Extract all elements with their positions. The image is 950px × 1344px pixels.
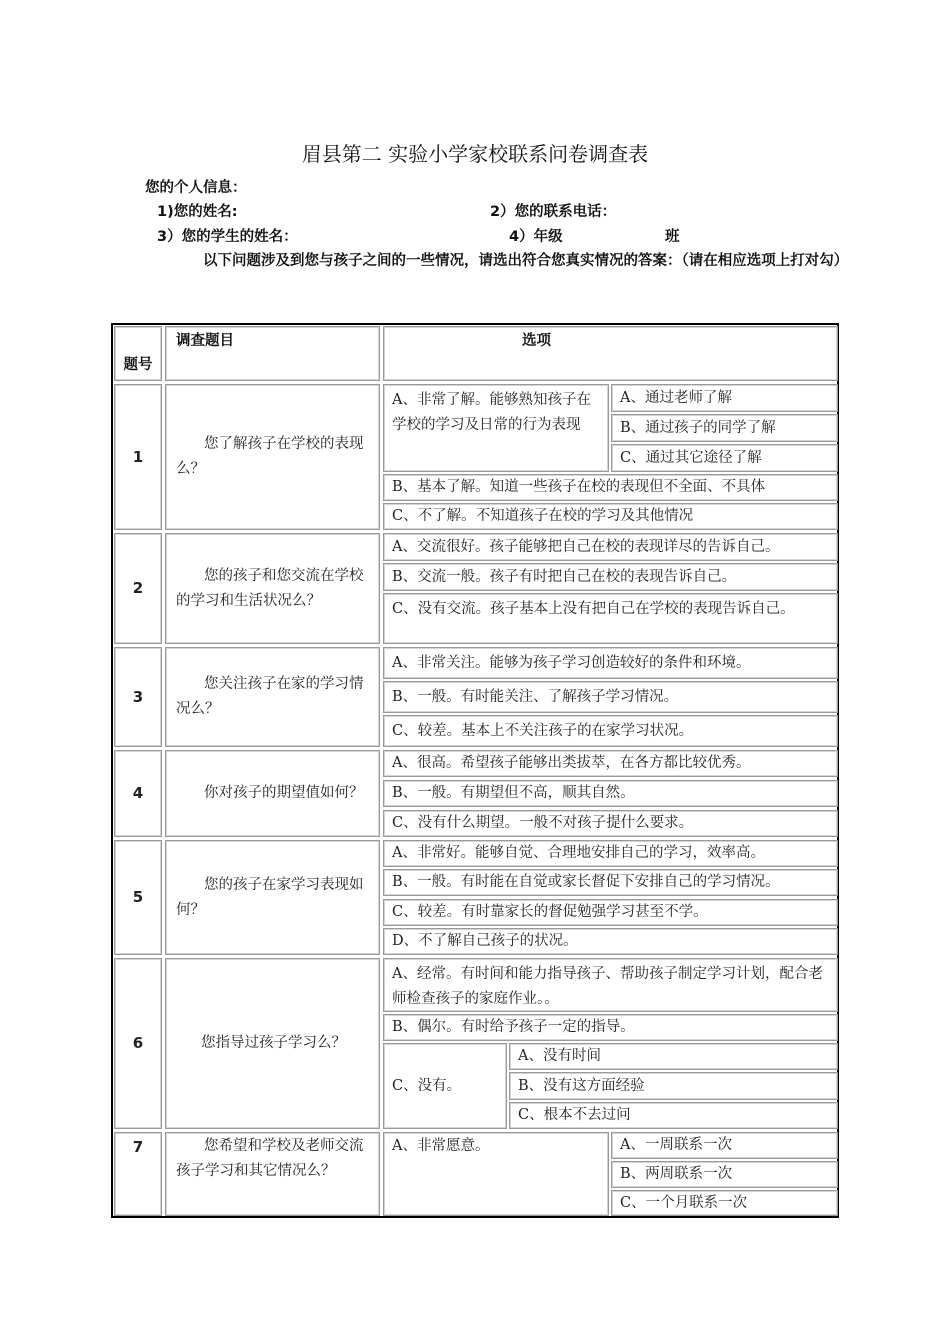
q2-question	[165, 533, 380, 644]
q5-option-a[interactable]: A、非常好。能够自觉、合理地安排自己的学习，效率高。	[383, 840, 838, 867]
q6-option-c[interactable]: C、没有。	[383, 1043, 507, 1129]
q3-option-b[interactable]: B、一般。有时能关注、了解孩子学习情况。	[383, 681, 838, 713]
q7-question	[165, 1132, 380, 1216]
header-question-text: 调查题目	[176, 333, 234, 349]
q4-option-a[interactable]: A、很高。希望孩子能够出类拔萃，在各方都比较优秀。	[383, 750, 838, 777]
q6-option-c-sub-c[interactable]: C、根本不去过问	[509, 1102, 838, 1129]
q5-option-d[interactable]: D、不了解自己孩子的状况。	[383, 928, 838, 955]
q7-option-a-sub-a[interactable]: A、一周联系一次	[611, 1132, 838, 1159]
q4-option-c[interactable]: C、没有什么期望。一般不对孩子提什么要求。	[383, 810, 838, 837]
q2-option-a[interactable]: A、交流很好。孩子能够把自己在校的表现详尽的告诉自己。	[383, 533, 838, 561]
q2-option-c[interactable]: C、没有交流。孩子基本上没有把自己在学校的表现告诉自己。	[383, 593, 838, 644]
q1-option-a-sub-a[interactable]: A、通过老师了解	[611, 384, 838, 412]
q7-number: 7	[114, 1132, 162, 1216]
q7-option-a[interactable]: A、非常愿意。	[383, 1132, 609, 1216]
q6-question	[165, 958, 380, 1129]
q5-question-text: 您的孩子在家学习表现如何？	[176, 876, 364, 918]
q6-question-text: 您指导过孩子学习么？	[201, 1035, 346, 1051]
q1-option-a-sub-b[interactable]: B、通过孩子的同学了解	[611, 414, 838, 442]
personal-info-heading: 您的个人信息：	[145, 180, 247, 196]
q1-option-b[interactable]: B、基本了解。知道一些孩子在校的表现但不全面、不具体	[383, 474, 838, 501]
header-options-text: 选项	[522, 333, 551, 349]
q1-question-text: 您了解孩子在学校的表现么？	[176, 436, 364, 477]
q1-option-a-sub-c[interactable]: C、通过其它途径了解	[611, 444, 838, 472]
q1-number: 1	[114, 384, 162, 530]
q6-option-c-sub-b[interactable]: B、没有这方面经验	[509, 1072, 838, 1100]
instructions: 以下问题涉及到您与孩子之间的一些情况，请选出符合您真实情况的答案：（请在相应选项上打对勾）	[203, 253, 849, 269]
q4-question-text: 你对孩子的期望值如何？	[204, 785, 364, 801]
q6-option-b[interactable]: B、偶尔。有时给予孩子一定的指导。	[383, 1014, 838, 1041]
q5-question	[165, 840, 380, 955]
q7-option-a-sub-b[interactable]: B、两周联系一次	[611, 1161, 838, 1188]
q6-number: 6	[114, 958, 162, 1129]
header-number-text: 题号	[123, 357, 153, 373]
q2-question-text: 您的孩子和您交流在学校的学习和生活状况么？	[176, 567, 364, 609]
q6-option-a[interactable]: A、经常。有时间和能力指导孩子、帮助孩子制定学习计划，配合老师检查孩子的家庭作业。。	[383, 958, 838, 1012]
q3-option-c[interactable]: C、较差。基本上不关注孩子的在家学习状况。	[383, 715, 838, 747]
survey-table	[111, 323, 839, 1218]
class-label: 班	[665, 229, 680, 245]
q1-option-c[interactable]: C、不了解。不知道孩子在校的学习及其他情况	[383, 503, 838, 530]
q4-option-b[interactable]: B、一般。有期望但不高，顺其自然。	[383, 780, 838, 807]
q7-option-a-sub-c[interactable]: C、一个月联系一次	[611, 1190, 838, 1216]
q2-option-b[interactable]: B、交流一般。孩子有时把自己在校的表现告诉自己。	[383, 563, 838, 591]
q5-option-b[interactable]: B、一般。有时能在自觉或家长督促下安排自己的学习情况。	[383, 869, 838, 896]
q3-option-a[interactable]: A、非常关注。能够为孩子学习创造较好的条件和环境。	[383, 647, 838, 679]
page-title: 眉县第二 实验小学家校联系问卷调查表	[301, 142, 649, 166]
q3-number: 3	[114, 647, 162, 747]
header-number	[114, 326, 162, 381]
header-question	[165, 326, 380, 381]
q5-option-c[interactable]: C、较差。有时靠家长的督促勉强学习甚至不学。	[383, 899, 838, 926]
q6-option-c-sub-a[interactable]: A、没有时间	[509, 1043, 838, 1070]
q7-question-text: 您希望和学校及老师交流孩子学习和其它情况么？	[176, 1138, 364, 1179]
parent-name-label: 1)您的姓名:	[157, 204, 238, 220]
q2-number: 2	[114, 533, 162, 644]
header-options	[383, 326, 838, 381]
grade-label: 4）年级	[509, 229, 563, 245]
q1-question	[165, 384, 380, 530]
q1-option-a[interactable]: A、非常了解。能够熟知孩子在学校的学习及日常的行为表现	[383, 384, 609, 472]
q4-question	[165, 750, 380, 837]
q3-question	[165, 647, 380, 747]
student-name-label: 3）您的学生的姓名：	[157, 229, 298, 245]
q4-number: 4	[114, 750, 162, 837]
phone-label: 2）您的联系电话：	[490, 204, 617, 220]
q3-question-text: 您关注孩子在家的学习情况么？	[176, 676, 364, 717]
q5-number: 5	[114, 840, 162, 955]
